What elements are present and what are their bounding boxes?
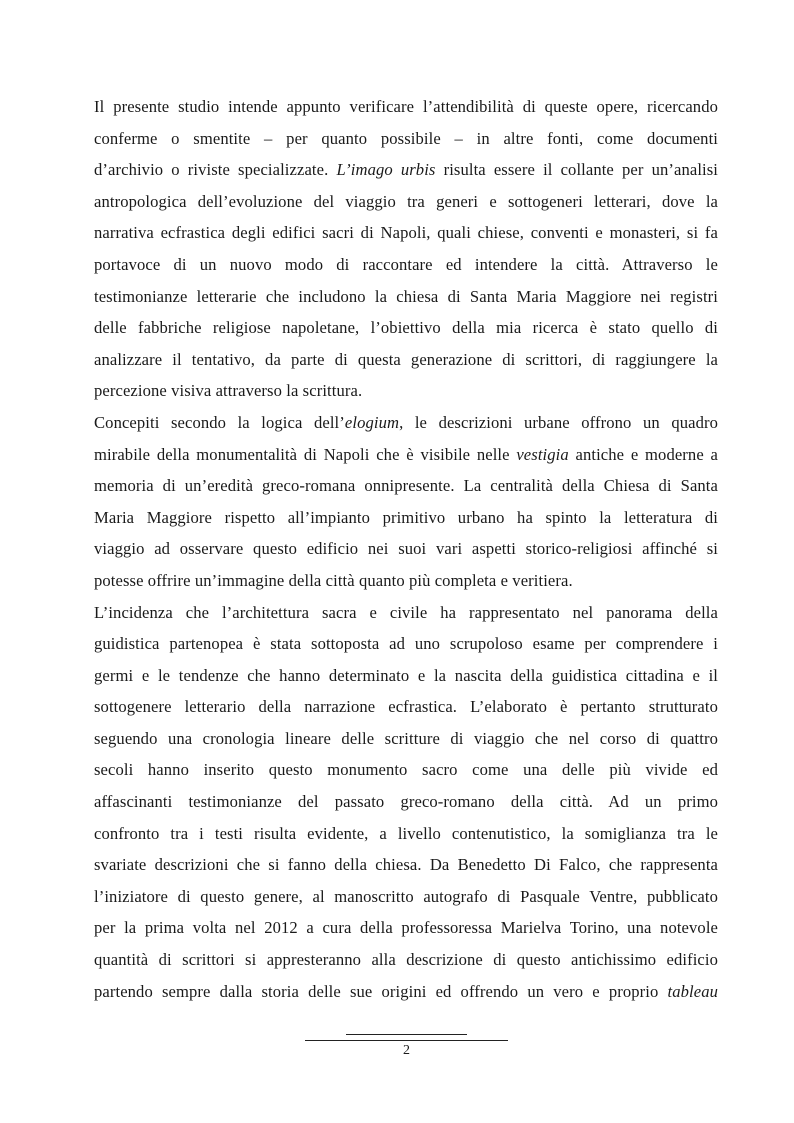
italic-term: tableau	[667, 981, 718, 1001]
text-line: Il presente studio intende appunto verificare l’attendibilità di queste opere, ricercando	[94, 97, 718, 116]
text-line: l’iniziatore di questo genere, al manoscritto autografo di Pasquale Ventre, pubblicato	[94, 886, 718, 906]
page-number: 2	[403, 1043, 410, 1058]
text-line: svariate descrizioni che si fanno della chiesa. Da Benedetto Di Falco, che rappresenta	[94, 855, 718, 875]
text-line: germi e le tendenze che hanno determinato e la nascita della guidistica cittadina e il	[94, 665, 718, 685]
text-line: Maria Maggiore rispetto all’impianto primitivo urbano ha spinto la letteratura di	[94, 507, 718, 527]
text-line: testimonianze letterarie che includono la chiesa di Santa Maria Maggiore nei registri	[94, 286, 718, 306]
text-line: portavoce di un nuovo modo di raccontare ed intendere la città. Attraverso le	[94, 254, 718, 274]
text-line: delle fabbriche religiose napoletane, l’obiettivo della mia ricerca è stato quello di	[94, 318, 718, 338]
text-line: L’incidenza che l’architettura sacra e civile ha rappresentato nel panorama della	[94, 602, 718, 622]
text-line: confronto tra i testi risulta evidente, a livello contenutistico, la somiglianza tra le	[94, 823, 718, 843]
italic-term: elogium	[344, 412, 400, 432]
text-line: conferme o smentite – per quanto possibile – in altre fonti, come documenti	[94, 128, 718, 148]
text-line: analizzare il tentativo, da parte di questa generazione di scrittori, di raggiungere la	[94, 349, 718, 369]
text-line: mirabile della monumentalità di Napoli che è visibile nelle vestigia antiche e moderne a	[94, 444, 718, 464]
text-line: percezione visiva attraverso la scrittura.	[94, 381, 363, 401]
text-line: sottogenere letterario della narrazione ecfrastica. L’elaborato è pertanto strutturato	[94, 697, 718, 717]
text-line: guidistica partenopea è stata sottoposta ad uno scrupoloso esame per comprendere i	[94, 634, 718, 654]
text-line: seguendo una cronologia lineare delle scritture di viaggio che nel corso di quattro	[94, 728, 718, 748]
text-line: affascinanti testimonianze del passato greco-romano della città. Ad un primo	[94, 792, 718, 812]
text-line: antropologica dell’evoluzione del viaggio tra generi e sottogeneri letterari, dove la	[94, 191, 718, 211]
text-line: memoria di un’eredità greco-romana onnipresente. La centralità della Chiesa di Santa	[94, 476, 718, 496]
text-line: narrativa ecfrastica degli edifici sacri di Napoli, quali chiese, conventi e monasteri, si fa	[94, 223, 718, 243]
italic-term: L’imago urbis	[336, 160, 436, 180]
text-line: secoli hanno inserito questo monumento sacro come una delle più vivide ed	[94, 760, 718, 780]
text-line: potesse offrire un’immagine della città quanto più completa e veritiera.	[94, 570, 573, 590]
italic-term: vestigia	[516, 444, 569, 464]
text-line: partendo sempre dalla storia delle sue origini ed offrendo un vero e proprio tableau	[94, 981, 718, 1001]
document-body	[94, 91, 718, 1007]
text-line: d’archivio o riviste specializzate. L’imago urbis risulta essere il collante per un’analisi	[94, 160, 719, 180]
text-line: Concepiti secondo la logica dell’elogium, le descrizioni urbane offrono un quadro	[94, 412, 719, 432]
text-line: quantità di scrittori si appresteranno alla descrizione di questo antichissimo edificio	[94, 950, 718, 970]
text-line: viaggio ad osservare questo edificio nei suoi vari aspetti storico-religiosi affinché si	[94, 539, 718, 559]
footer-rule	[305, 1040, 508, 1041]
footnote-separator	[346, 1034, 467, 1035]
text-line: per la prima volta nel 2012 a cura della professoressa Marielva Torino, una notevole	[94, 918, 718, 938]
